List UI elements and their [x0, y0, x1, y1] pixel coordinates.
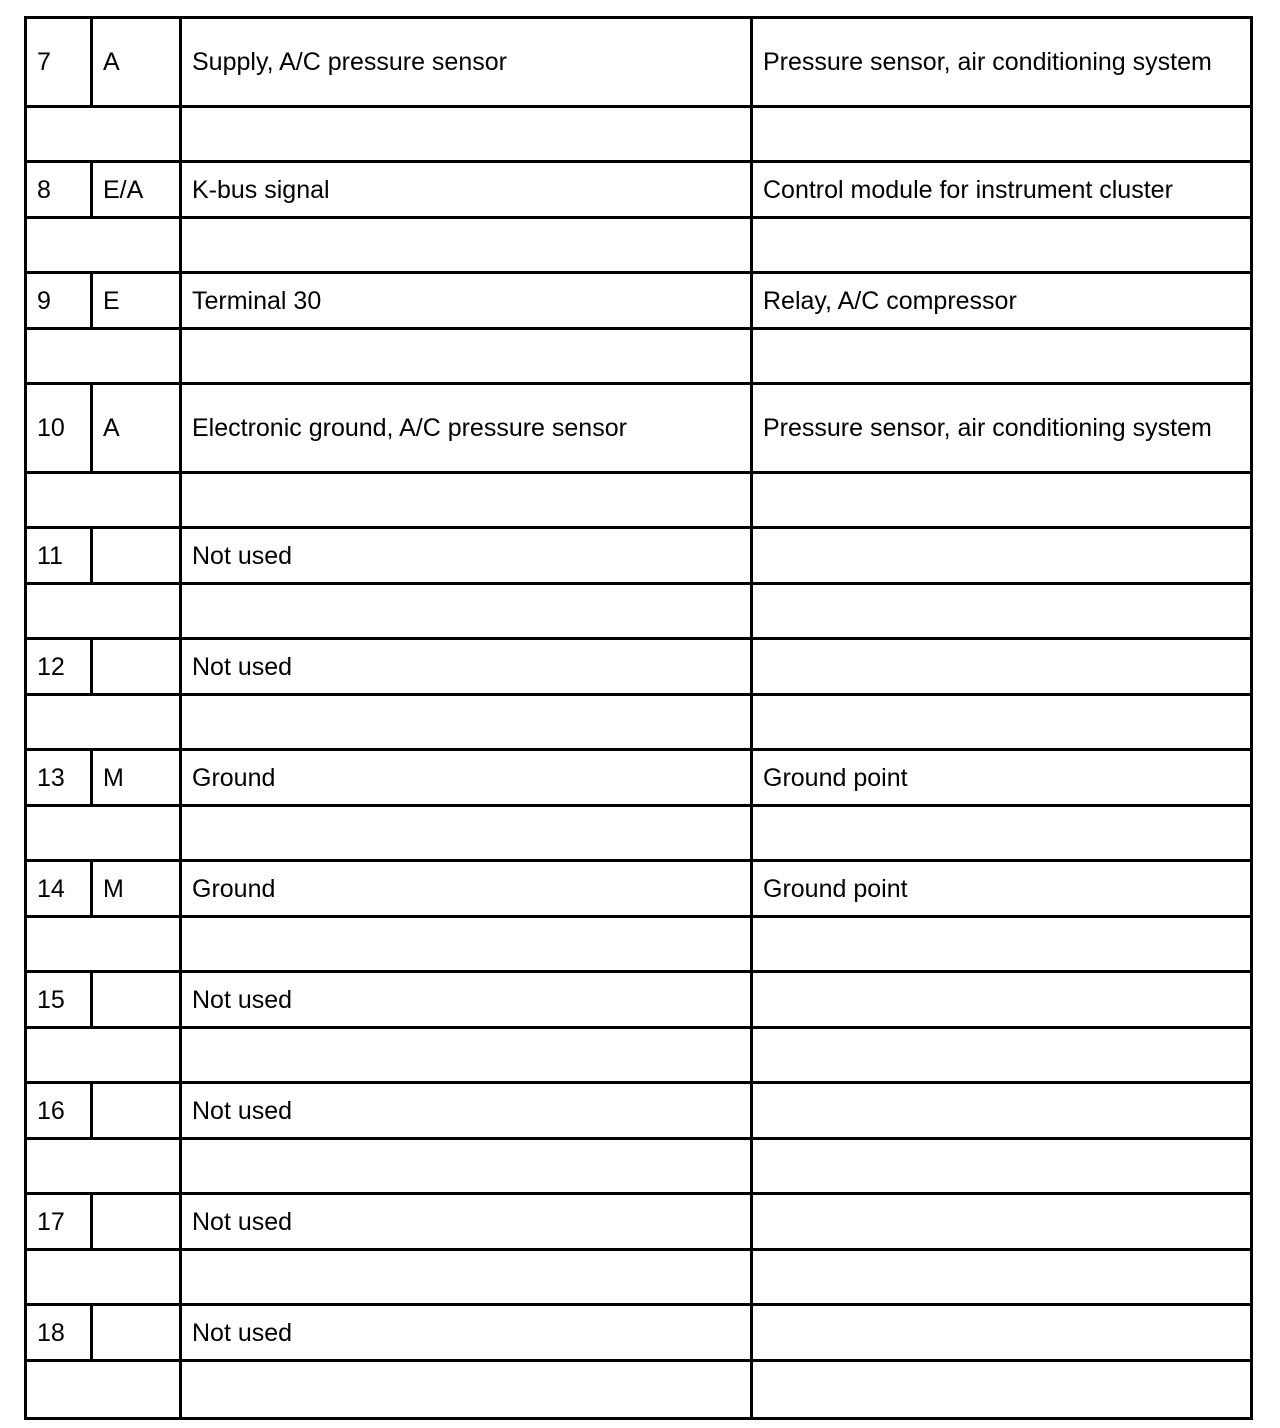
table-row [26, 528, 1252, 584]
pin-description: Ground [181, 750, 752, 806]
table-row [26, 1083, 1252, 1139]
pin-number: 10 [26, 384, 92, 473]
pin-description: Supply, A/C pressure sensor [181, 18, 752, 107]
table-row [26, 18, 1252, 107]
spacer-row [26, 584, 1252, 639]
table-row [26, 861, 1252, 917]
spacer-row [26, 1139, 1252, 1194]
component-name: Pressure sensor, air conditioning system [752, 18, 1252, 107]
signal-type: E [92, 273, 181, 329]
pin-description: Not used [181, 528, 752, 584]
component-name [752, 1305, 1252, 1361]
signal-type [92, 528, 181, 584]
pin-description: Not used [181, 1305, 752, 1361]
pin-number: 8 [26, 162, 92, 218]
spacer-row [26, 107, 1252, 162]
signal-type: M [92, 750, 181, 806]
signal-type [92, 1194, 181, 1250]
spacer-row [26, 1361, 1252, 1419]
pin-number: 11 [26, 528, 92, 584]
table-row [26, 750, 1252, 806]
spacer-row [26, 1028, 1252, 1083]
signal-type [92, 1083, 181, 1139]
pin-number: 18 [26, 1305, 92, 1361]
component-name [752, 1194, 1252, 1250]
signal-type [92, 639, 181, 695]
spacer-row [26, 218, 1252, 273]
pin-number: 14 [26, 861, 92, 917]
pin-number: 16 [26, 1083, 92, 1139]
signal-type: A [92, 384, 181, 473]
component-name: Relay, A/C compressor [752, 273, 1252, 329]
spacer-row [26, 473, 1252, 528]
table-row [26, 384, 1252, 473]
pin-number: 12 [26, 639, 92, 695]
spacer-row [26, 1250, 1252, 1305]
signal-type [92, 972, 181, 1028]
table-row [26, 972, 1252, 1028]
component-name [752, 528, 1252, 584]
component-name [752, 1083, 1252, 1139]
component-name [752, 639, 1252, 695]
signal-type: M [92, 861, 181, 917]
pin-description: Ground [181, 861, 752, 917]
component-name: Ground point [752, 750, 1252, 806]
table-row [26, 1305, 1252, 1361]
pin-number: 17 [26, 1194, 92, 1250]
pin-description: Not used [181, 1194, 752, 1250]
signal-type: E/A [92, 162, 181, 218]
spacer-row [26, 329, 1252, 384]
pin-description: K-bus signal [181, 162, 752, 218]
signal-type: A [92, 18, 181, 107]
pin-description: Terminal 30 [181, 273, 752, 329]
spacer-row [26, 806, 1252, 861]
pin-number: 15 [26, 972, 92, 1028]
pin-number: 9 [26, 273, 92, 329]
component-name: Ground point [752, 861, 1252, 917]
component-name [752, 972, 1252, 1028]
pin-description: Electronic ground, A/C pressure sensor [181, 384, 752, 473]
pin-number: 7 [26, 18, 92, 107]
pin-description: Not used [181, 639, 752, 695]
pin-description: Not used [181, 1083, 752, 1139]
pin-assignment-table [24, 16, 1253, 1420]
pin-description: Not used [181, 972, 752, 1028]
table-row [26, 639, 1252, 695]
table-row [26, 1194, 1252, 1250]
signal-type [92, 1305, 181, 1361]
component-name: Pressure sensor, air conditioning system [752, 384, 1252, 473]
pin-number: 13 [26, 750, 92, 806]
spacer-row [26, 917, 1252, 972]
table-row [26, 162, 1252, 218]
component-name: Control module for instrument cluster [752, 162, 1252, 218]
table-row [26, 273, 1252, 329]
spacer-row [26, 695, 1252, 750]
